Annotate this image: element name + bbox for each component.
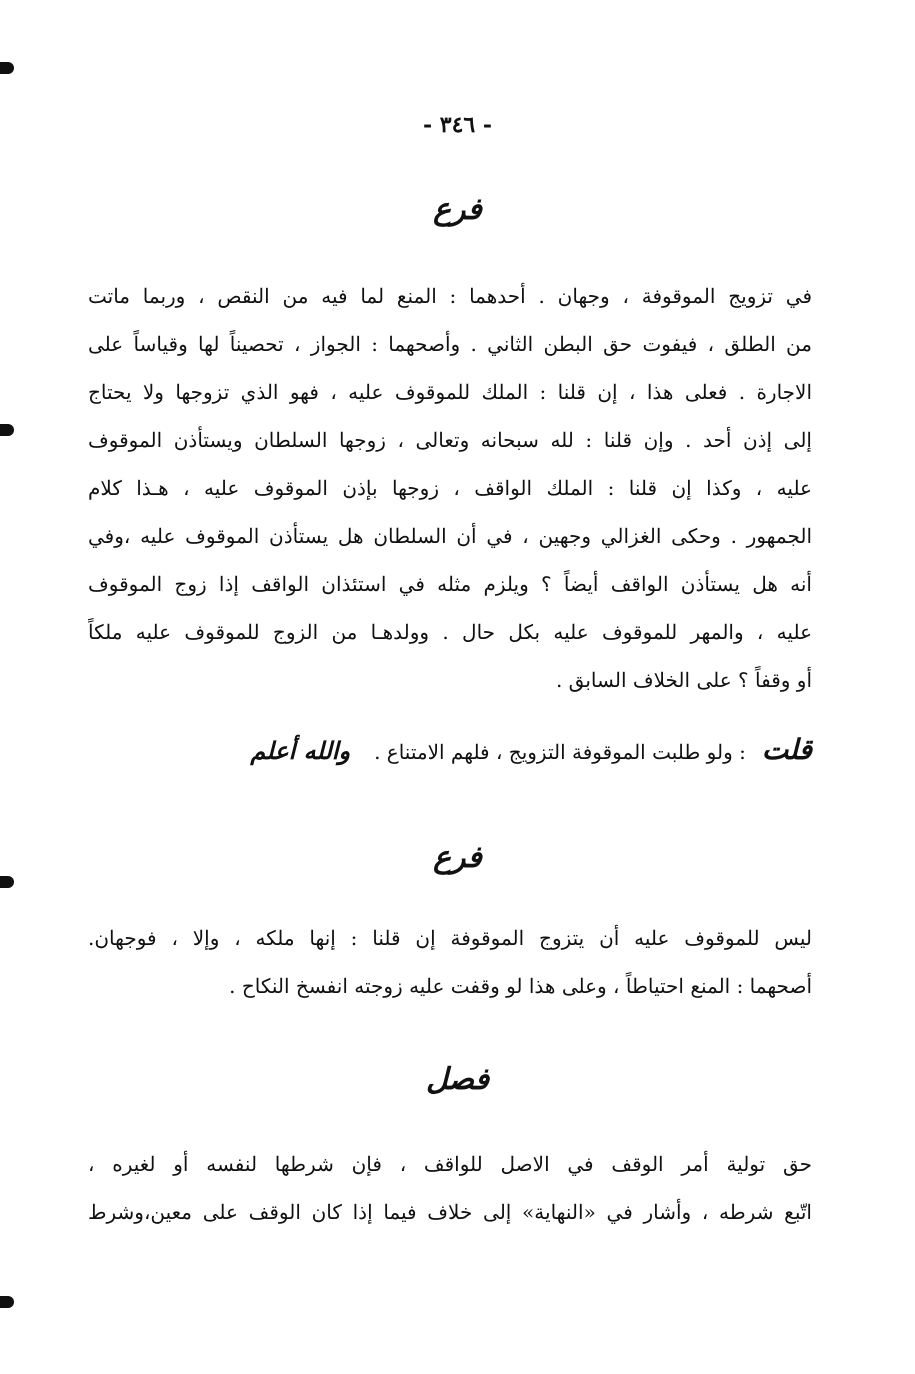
qult-note [170,726,812,774]
qult-text: : ولو طلبت الموقوفة التزويج ، فلهم الامتناع . [374,740,746,764]
text-line: أنه هل يستأذن الواقف أيضاً ؟ ويلزم مثله في استئذان الواقف إذا زوج الموقوف [88,572,812,596]
section-heading-far: فرع [433,192,482,227]
section-heading-far: فرع [433,840,482,875]
section-heading-fasl: فصل [425,1062,490,1097]
qult-word: قلت [761,733,812,766]
text-line: من الطلق ، فيفوت حق البطن الثاني . وأصحهما : الجواز ، تحصيناً لها وقياساً على [88,332,812,356]
binding-mark [0,876,14,888]
section2-paragraph [88,914,812,1010]
text-line: عليه ، والمهر للموقوف عليه بكل حال . وولدهـا من الزوج للموقوف عليه ملكاً [88,620,812,644]
section3-paragraph [88,1140,812,1236]
text-line: الاجارة . فعلى هذا ، إن قلنا : الملك للموقوف عليه ، فهو الذي تزوجها ولا يحتاج [88,380,812,404]
text-line: الجمهور . وحكى الغزالي وجهين ، في أن السلطان هل يستأذن الموقوف عليه ،وفي [88,524,812,548]
text-line: اتّبع شرطه ، وأشار في «النهاية» إلى خلاف فيما إذا كان الوقف على معين،وشرط [88,1200,812,1224]
binding-mark [0,62,14,74]
text-line: إلى إذن أحد . وإن قلنا : لله سبحانه وتعالى ، زوجها السلطان ويستأذن الموقوف [88,428,812,452]
binding-mark [0,424,14,436]
text-line: في تزويج الموقوفة ، وجهان . أحدهما : المنع لما فيه من النقص ، وربما ماتت [88,284,812,308]
closing-phrase: والله أعلم [250,736,351,765]
text-line: حق تولية أمر الوقف في الاصل للواقف ، فإن شرطها لنفسه أو لغيره ، [88,1152,812,1176]
binding-mark [0,1296,14,1308]
section1-paragraph [88,272,812,704]
text-line: ليس للموقوف عليه أن يتزوج الموقوفة إن قلنا : إنها ملكه ، وإلا ، فوجهان. [88,926,812,950]
text-line: أصحهما : المنع احتياطاً ، وعلى هذا لو وقفت عليه زوجته انفسخ النكاح . [229,974,812,998]
text-line: عليه ، وكذا إن قلنا : الملك الواقف ، زوجها بإذن الموقوف عليه ، هـذا كلام [88,476,812,500]
text-line: أو وقفاً ؟ على الخلاف السابق . [555,668,812,692]
page-number: - ٣٤٦ - [422,112,493,138]
